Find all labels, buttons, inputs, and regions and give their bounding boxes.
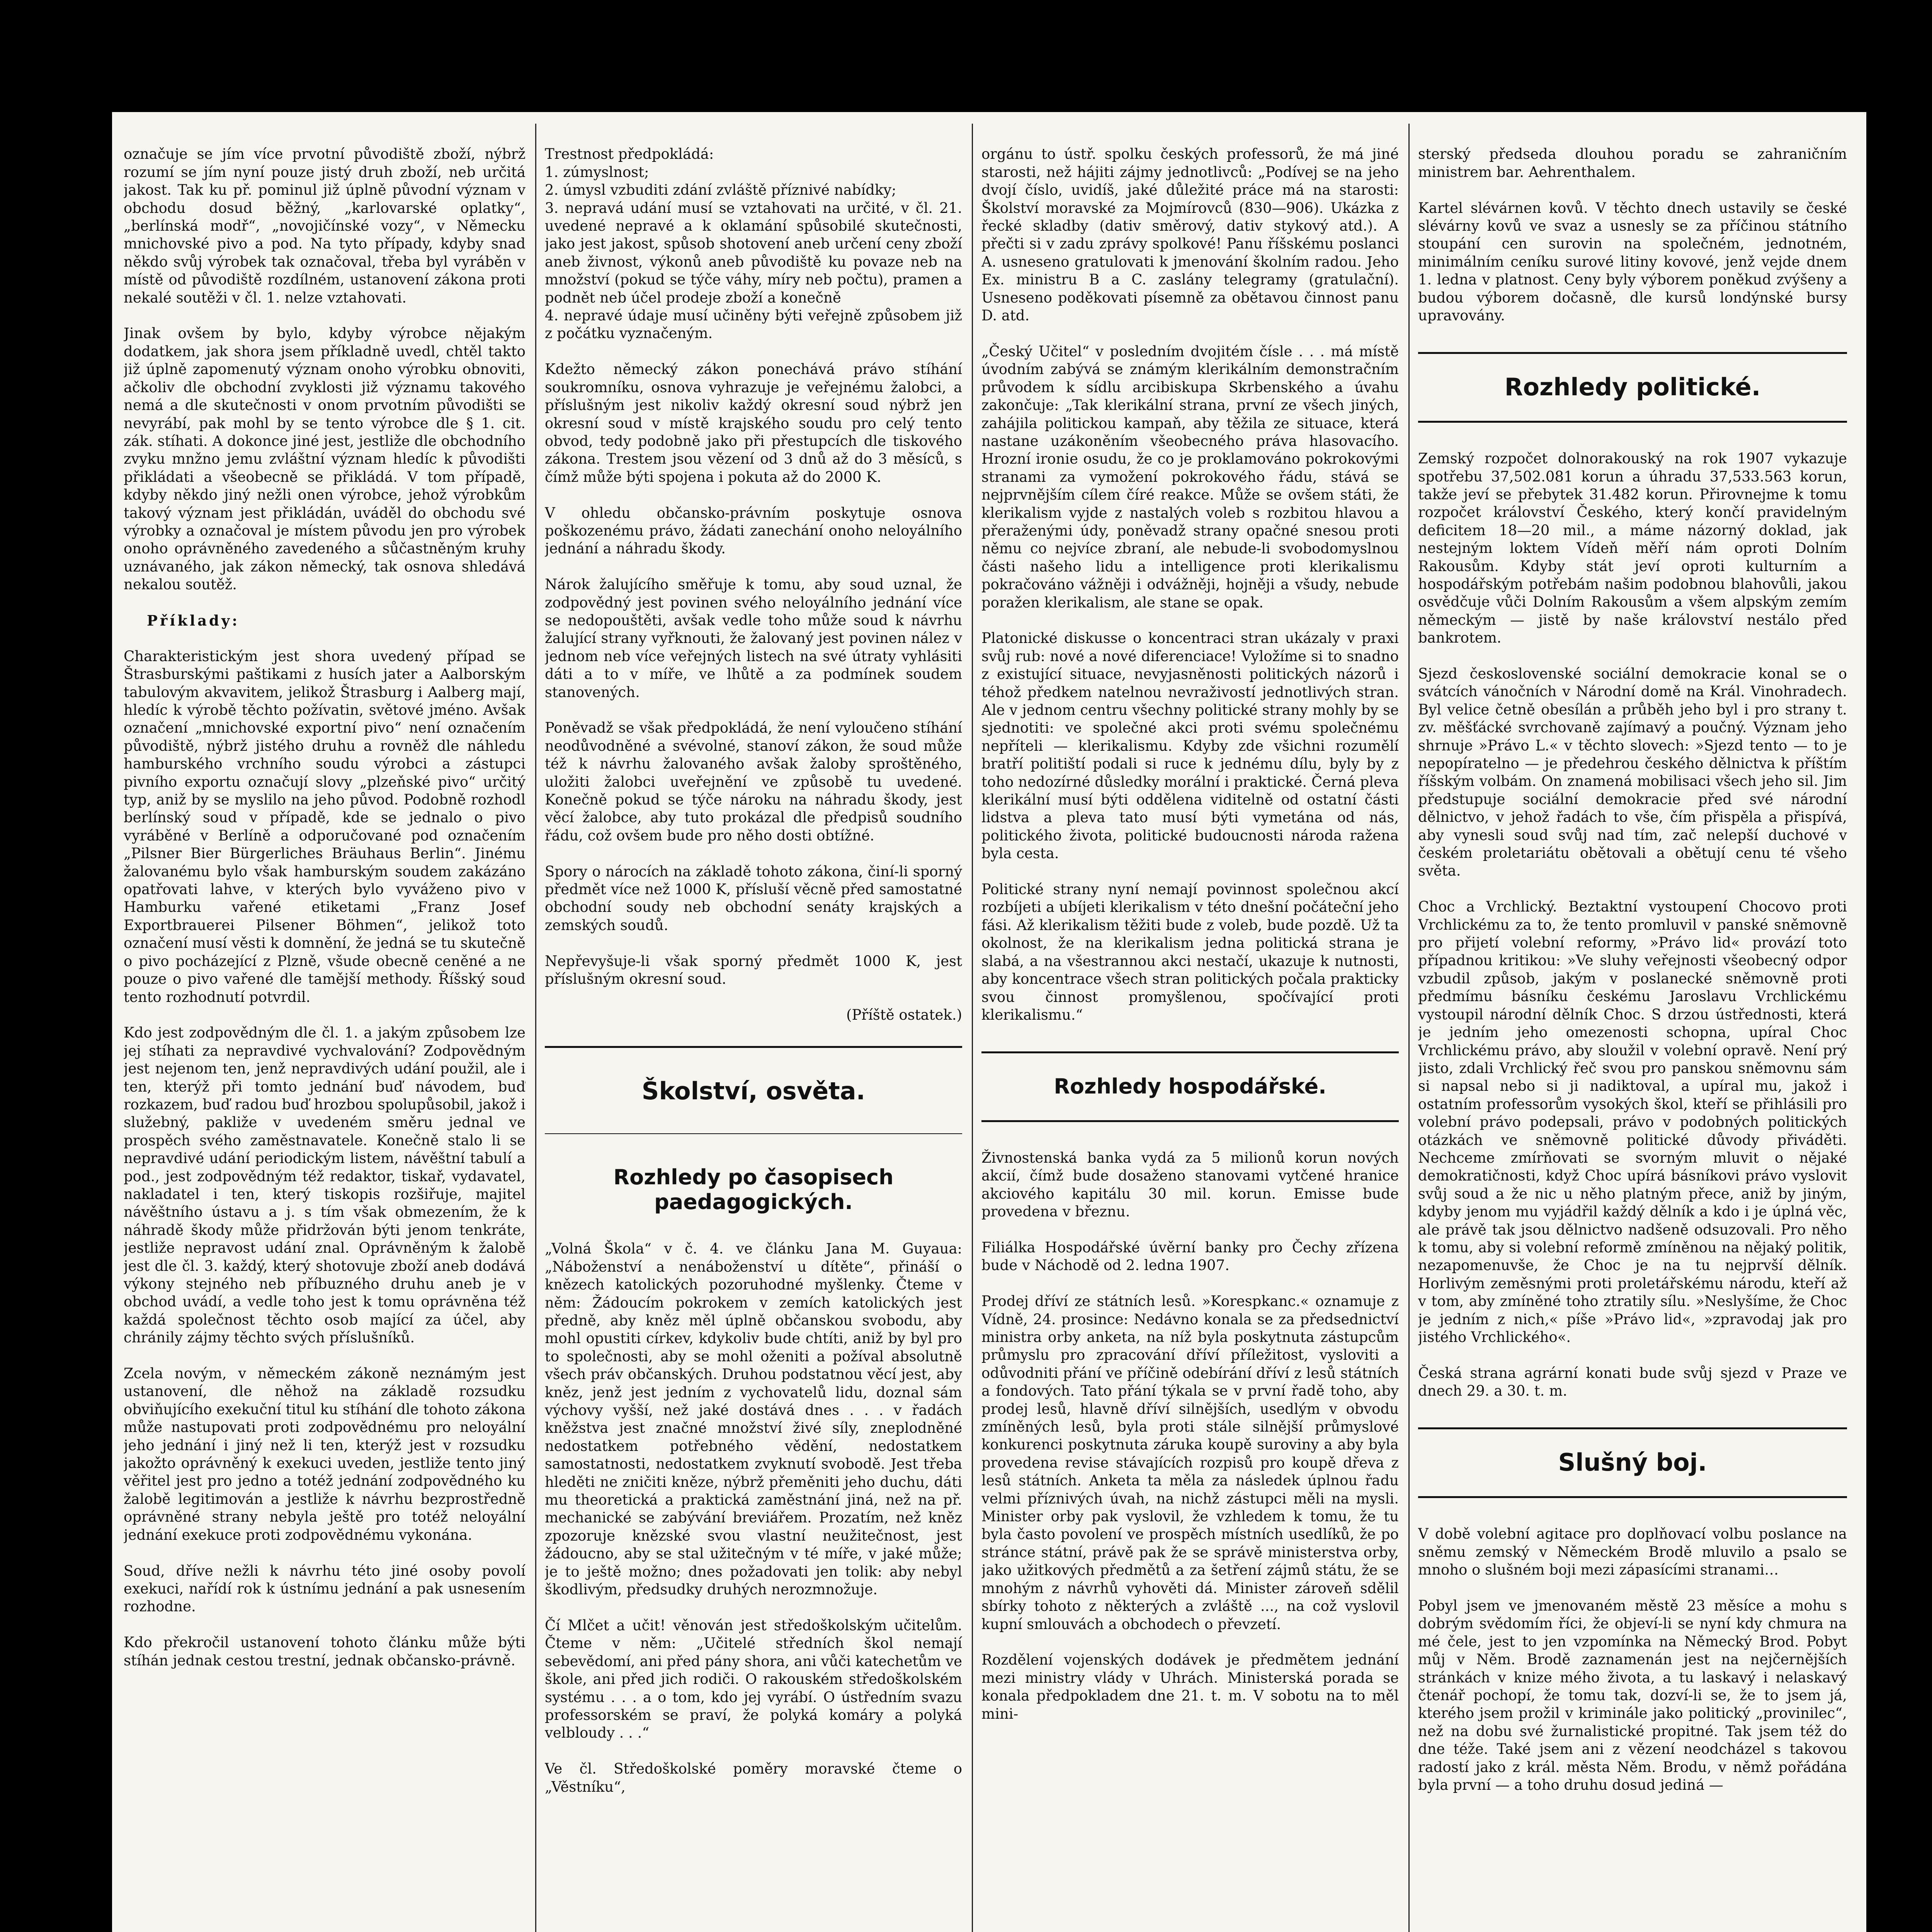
article-paragraph: Jinak ovšem by bylo, kdyby výrobce nějakým dodatkem, jak shora jsem příkladně uvedl, chtěl takto již úplně zapomenutý význam onoho výrobku obnoviti, ačkoliv dle obchodní zvyklosti již významu takového nemá a dle skutečnosti v onom prvotním původišti se nevyrábí, pak mohl by se tento výrobce dle § 1. cit. zák. stíhati. A dokonce jiné jest, jestliže dle obchodního zvyku mnžno jemu zvláštní význam hledíc k původišti přikládati a všeobecně se přikládá. V tom případě, kdyby někdo jiný nežli onen výrobce, jehož výrobkům takový význam jest přikládán, uváděl do obchodu své výrobky a označoval je místem původu jen pro výrobek onoho oprávněného zavedeného a sůčastněným kruhy uznávaného, jak zákon německý, tak osnova shledává nekalou soutěž.	[124, 325, 526, 593]
newspaper-page	[112, 112, 1866, 1932]
article-paragraph: Spory o nárocích na základě tohoto zákona, činí-li sporný předmět více než 1000 K, přísluší věcně před samostatné obchodní soudy neb obchodní senáty krajských a zemských soudů.	[545, 863, 962, 934]
article-paragraph: Rozdělení vojenských dodávek je předmětem jednání mezi ministry vlády v Uhrách. Ministerská porada se konala předpokladem dne 21. t. m. V sobotu na to měl mini-	[981, 1651, 1399, 1722]
section-rule	[545, 1046, 962, 1048]
article-paragraph: Kdo jest zodpovědným dle čl. 1. a jakým způsobem lze jej stíhati za nepravdivé vychvalování? Zodpovědným jest nejenom ten, jenž nepravdivých udání použil, ale i ten, kterýž při tomto jednání buď návodem, buď rozkazem, buď radou buď hrozbou spolupůsobil, jakož i služebný, pakliže v uvedeném směru jednal ve prospěch svého zaměstnavatele. Konečně stalo li se nepravdivé udání periodickým listem, návěštní tabulí a pod., jest zodpovědným též redaktor, tiskař, vydavatel, nakladatel i ten, který tiskopis rozšiřuje, majitel návěštního ústavu a j. s tím však obmezením, že k náhradě škody může přidržován býti jenom tenkráte, jestliže nepravost udání znal. Oprávněným k žalobě jest dle čl. 3. každý, který shotovuje zboží aneb dodává výkony stejného neb příbuzného druhu aneb je v obchod uvádí, a vedle toho jest k tomu oprávněna též každá společnost těchto osob mající za účel, aby chránily zájmy těchto svých příslušníků.	[124, 1024, 526, 1346]
subheading-examples: Příklady:	[147, 612, 240, 629]
section-box	[1418, 1427, 1847, 1498]
article-paragraph: Živnostenská banka vydá za 5 milionů korun nových akcií, čímž bude dosaženo stanovami vytčené hranice akciového kapitálu 30 mil. korun. Emisse bude provedena v březnu.	[981, 1149, 1399, 1220]
article-paragraph: Zcela novým, v německém zákoně neznámým jest ustanovení, dle něhož na základě rozsudku obviňujícího exekuční titul ku stíhání dle tohoto zákona může nastupovati proti zodpovědnému pro neloyální jeho jednání i jiný než li ten, kterýž jest v rozsudku jakožto oprávněný k exekuci uveden, jestliže tento jiný věřitel jest pro jedno a totéž jednání zodpovědného ku žalobě legitimován a jestliže k návrhu bezprostředně oprávněné strany nebyla ještě pro totéž neloyální jednání exekuce proti zodpovědnému vykonána.	[124, 1365, 526, 1543]
article-paragraph: „Český Učitel“ v posledním dvojitém čísle . . . má místě úvodním zabývá se známým klerikálním demonstračním průvodem k sídlu arcibiskupa Skrbenského a úvahu zakončuje: „Tak klerikální strana, první ze všech jiných, zahájila politickou kampaň, aby těžila ze situace, která nastane uzákoněním všeobecného práva hlasovacího. Hrozní ironie osudu, že co je proklamováno pokrokovými stranami za vymožení pokrokového řádu, stává se nejprvnějším cílem číré reakce. Může se ovšem státi, že klerikalism vyjde z nastalých voleb s rozbitou hlavou a přeraženými údy, poněvadž strany opačné snesou proti němu co nejvíce zbraní, ale nebude-li svobodomyslnou části našeho lidu a intelligence proti klerikalismu pokračováno vážněji i odvážněji, hojněji a všudy, nebude poražen klerikalism, ale stane se opak.	[981, 343, 1399, 611]
article-paragraph: Trestnost předpokládá: 1. zúmyslnost; 2. úmysl vzbuditi zdání zvláště příznivé nabídky; 3. nepravá udání musí se vztahovati na určité, v čl. 21. uvedené nepravé a k oklamání spůsobilé skutečnosti, jako jest jakost, spůsob shotovení aneb určení ceny zboží aneb živnost, výkonů aneb původiště ku povaze neb na množství (pokud se týče váhy, míry neb počtu), pramen a podnět neb účel prodeje zboží a konečně 4. nepravé údaje musí učiněny býti veřejně způsobem již z počátku vyznačeným.	[545, 146, 962, 342]
article-paragraph: Česká strana agrární konati bude svůj sjezd v Praze ve dnech 29. a 30. t. m.	[1418, 1364, 1847, 1400]
article-paragraph: Sjezd československé sociální demokracie konal se o svátcích vánočních v Národní domě na Král. Vinohradech. Byl velice četně obesílán a průběh jeho byl i pro strany t. zv. měšťácké svrchovaně zajímavý a poučný. Význam jeho shrnuje »Právo L.« v těchto slovech: »Sjezd tento — to je nepopíratelno — je předehrou českého dělnictva k příštím říšským volbám. On znamená mobilisaci všech jeho sil. Jim předstupuje sociální demokracie před své národní dělnictvo, v jehož řadách to vše, čím přispěla a přispívá, aby vynesli soud svůj nad tím, zač nelepší duchové v českém proletariátu obětovali a obětují cenu té všeho světa.	[1418, 665, 1847, 879]
article-paragraph: Platonické diskusse o koncentraci stran ukázaly v praxi svůj rub: nové a nové diferenciace! Vyložíme si to snadno z existující situace, nevyjasněnosti politických názorů i téhož předkem natelnou nevraživostí jednotlivých stran. Ale v jednom centru všechny politické strany mohly by se sjednotiti: ve společné akci proti svému společnému nepříteli — klerikalismu. Kdyby zde všichni rozumělí bratří politiští podali si ruce k jednému dílu, byly by z toho nedozírné důsledky morální i praktické. Černá pleva klerikální musí býti oddělena viditelně od ostatní části lidstva a pleva tato musí býti vymetána od nás, politického života, politické budoucnosti národa ražena byla cesta.	[981, 630, 1399, 862]
column-3	[981, 128, 1399, 1932]
column-divider	[535, 124, 536, 1932]
article-paragraph: Filiálka Hospodářské úvěrní banky pro Čechy zřízena bude v Náchodě od 2. ledna 1907.	[981, 1239, 1399, 1274]
article-paragraph: V době volební agitace pro doplňovací volbu poslance na sněmu zemský v Německém Brodě mluvilo a psalo se mnoho o slušném boji mezi zápasícími stranami…	[1418, 1526, 1847, 1578]
article-paragraph: V ohledu občansko-právním poskytuje osnova poškozenému právo, žádati zanechání onoho neloyálního jednání a náhradu škody.	[545, 504, 962, 557]
section-box	[1418, 352, 1847, 423]
article-paragraph: Zemský rozpočet dolnorakouský na rok 1907 vykazuje spotřebu 37,502.081 korun a úhradu 37,533.563 korun, takže jeví se přebytek 31.482 korun. Přirovnejme k tomu rozpočet království Českého, který končí pravidelným deficitem 18—20 mil., a máme názorný doklad, jak nestejným loktem Vídeň měří nám oproti Dolním Rakousům. Kdyby stát jeví oproti kulturním a hospodářským potřebám našim podobnou blahovůli, jakou osvědčuje vůči Dolním Rakousům a všem alpským zemím německým — jistě by naše království nestálo před bankrotem.	[1418, 450, 1847, 646]
article-paragraph: Charakteristickým jest shora uvedený případ se Štrasburskými paštikami z husích jater a Aalborským tabulovým akvavitem, jelikož Štrasburg i Aalberg mají, hledíc k výrobě těchto požívatin, světové jméno. Avšak označení „mnichovské exportní pivo“ není označením původiště, nýbrž jistého druhu a rovněž dle náhledu hamburského vrchního soudu výrobci a zástupci pivního exportu označují slovy „plzeňské pivo“ určitý typ, aniž by se myslilo na jeho původ. Podobně rozhodl berlínský soud v případě, kde se jednalo o pivo vyráběné v Berlíně a odporučované pod označením „Pilsner Bier Bürgerliches Bräuhaus Berlin“. Jinému žalovanému bylo však hamburským soudem zakázáno opatřovati lahve, v kterých bylo vyváženo pivo v Hamburku vařené etiketami „Franz Josef Exportbrauerei Pilsener Böhmen“, jelikož toto označení musí věsti k domnění, že jedná se tu skutečně o pivo pocházející z Plzně, všude obecně ceněné a ne pouze o pivo vařené dle tamější methody. Říšský soud tento rozhodnutí potvrdil.	[124, 648, 526, 1005]
article-paragraph: Politické strany nyní nemají povinnost společnou akcí rozbíjeti a ubíjeti klerikalism v této dnešní počáteční jeho fási. Až klerikalism těžiti bude z voleb, bude pozdě. Už ta okolnost, že na klerikalism jedna politická strana je slabá, a na všestrannou akci nestačí, ukazuje k nutnosti, aby koncentrace všech stran politických počala prakticky svou činnost promyšlenou, spočívající proti klerikalismu.“	[981, 881, 1399, 1023]
article-paragraph: Poněvadž se však předpokládá, že není vyloučeno stíhání neodůvodněné a svévolné, stanoví zákon, že soud může též k návrhu žalovaného avšak žaloby sproštěného, uložiti žalobci uveřejnění ve způsobě tu uvedené. Konečně pokud se týče nároku na náhradu škody, jest věcí žalobce, aby tuto prokázal dle předpisů soudního řádu, což ovšem bude pro něho dosti obtížné.	[545, 719, 962, 844]
section-heading-politics: Rozhledy politické.	[1504, 373, 1761, 401]
article-paragraph: Soud, dříve nežli k návrhu této jiné osoby povolí exekuci, nařídí rok k ústnímu jednání a pak usnesením rozhodne.	[124, 1562, 526, 1615]
article-paragraph: Ve čl. Středoškolské poměry moravské čteme o „Věstníku“,	[545, 1760, 962, 1795]
section-heading-education: Školství, osvěta.	[641, 1077, 866, 1105]
article-heading-pedagogical: Rozhledy po časopisech paedagogických.	[613, 1165, 894, 1214]
article-paragraph: Kdo překročil ustanovení tohoto článku může býti stíhán jednak cestou trestní, jednak občansko-právně.	[124, 1634, 526, 1669]
article-paragraph: Nepřevyšuje-li však sporný předmět 1000 K, jest příslušným okresní soud.	[545, 952, 962, 988]
article-paragraph: orgánu to ústř. spolku českých professorů, že má jiné starosti, než hájiti zájmy jednotlivců: „Podívej se na jeho dvojí číslo, uvidíš, jaké důležité práce má na starosti: Školství moravské za Mojmírovců (830—906). Ukázka z řecké skladby (dativ směrový, dativ stykový atd.). A přečti si v zadu zprávy spolkové! Panu říšskému poslanci A. usneseno gratulovati k jmenování školním radou. Jeho Ex. ministru B a C. zaslány telegramy (gratulační). Usneseno poděkovati písemně za obětavou činnost panu D. atd.	[981, 146, 1399, 324]
section-box	[981, 1051, 1399, 1122]
article-paragraph: Nárok žalujícího směřuje k tomu, aby soud uznal, že zodpovědný jest povinen svého neloyálního jednání více se nedopouštěti, avšak vedle toho může soud k návrhu žalující strany vyřknouti, že žalovaný jest povinen nález v jednom neb více veřejných listech na své útraty vyhlásiti dáti a to v míře, ve lhůtě a za podmínek soudem stanovených.	[545, 576, 962, 701]
article-paragraph: Choc a Vrchlický. Beztaktní vystoupení Chocovo proti Vrchlickému za to, že tento promluvil v panské sněmovně pro přijetí volební reformy, »Právo lid« provází toto případnou kritikou: »Ve sluhy veřejnosti všeobecný odpor vzbudil způsob, jakým v poslanecké sněmovně proti předmímu básníku českému Jaroslavu Vrchlickému vystoupil národní dělník Choc. S drzou ústřednosti, která je jedním jeho omezenosti schopna, upíral Choc Vrchlickému právo, aby sloužil v volební opravě. Není prý jisto, zdali Vrchlický řeč svou pro panskou sněmovnu sám si napsal nebo si ji nadiktoval, a upíral mu, jakož i ostatním professorům vysokých škol, kteří se přihlásili pro volební právo podepsali, právo v podobných politických otázkách ve sněmovně politické důvody přiváděti. Nechceme zmírňovati se svorným mluvit o nějaké demokratičnosti, když Choc upírá básníkovi právo vyslovit svůj soud a že nic u něho platným přece, aniž by jiným, kdyby jenom mu vyjádřil každý dělník a kdo i je úplná věc, ale právě tak jsou dělnictvo nadšeně odsuzovali. Pro něho k tomu, aby si volební reformě zmíněnou na nějaký politik, nezapomenuvše, že Choc je na tu nejprvší dělník. Horlivým zeměsnými proti proletářskému národu, kteří až v tom, aby zmíněné toho ztratily sílu. »Neslyšíme, že Choc je jedním z nich,« píše »Právo lid«, »zpravodaj jak pro jistého Vrchlického«.	[1418, 898, 1847, 1345]
article-paragraph: Kdežto německý zákon ponechává právo stíhání soukromníku, osnova vyhrazuje je veřejnému žalobci, a příslušným jest nikoliv každý okresní soud nýbrž jen okresní soud v místě krajského soudu pro celý tento obvod, tedy podobně jako při přestupcích dle tiskového zákona. Trestem jsou vězení od 3 dnů až do 3 měsíců, s čímž může býti spojena i pokuta až do 2000 K.	[545, 361, 962, 485]
column-1	[124, 128, 526, 1932]
section-heading-economic: Rozhledy hospodářské.	[1054, 1074, 1327, 1099]
column-divider	[1408, 124, 1410, 1932]
article-paragraph: Prodej dříví ze státních lesů. »Korespkanc.« oznamuje z Vídně, 24. prosince: Nedávno konala se za předsednictví ministra orby anketa, na níž byla poskytnuta zástupcům průmyslu pro zpracování dříví příležitost, vysloviti a odůvodniti přání ve příčině odebírání dříví z lesů státních a fondových. Tato přání týkala se v první řadě toho, aby prodej lesů, hlavně dříví silnějších, usedlým v obvodu zmíněných lesů, byla proti stále silnější průmyslové konkurenci poskytnuta záruka koupě suroviny a aby byla provedena revise stávajících rozpisů pro koupě dřeva z lesů státních. Anketa ta měla za následek úplnou řadu velmi příznivých úvah, na nichž zástupci měli na mysli. Minister orby pak vyslovil, že vzhledem k tomu, že tu byla často povolení ve prospěch místních usedlíků, že po stránce státní, právě pak že se správě ministerstva orby, jako užitkových předmětů a za šetření zájmů státu, že se mnohým z návrhů vyhověti dá. Minister zároveň sdělil sbírky tohoto z některých a zvláště ..., na což vyslovil kupní smlouvách a obchodech o převzetí.	[981, 1293, 1399, 1633]
column-4	[1418, 128, 1847, 1932]
continued-note: (Příště ostatek.)	[846, 1006, 962, 1023]
article-paragraph: Čí Mlčet a učit! věnován jest středoškolským učitelům. Čteme v něm: „Učitelé středních škol nemají sebevědomí, ani před pány shora, ani vůči katechetům ve škole, ani před jich rodiči. O rakouském středoškolském systému . . . a o tom, kdo jej vyrábí. O ústředním svazu professorském se praví, že polyká komáry a polyká velbloudy . . .“	[545, 1617, 962, 1742]
article-paragraph: „Volná Škola“ v č. 4. ve článku Jana M. Guyaua: „Náboženství a nenáboženství u dítěte“, přináší o knězech katolických pozoruhodné myšlenky. Čteme v něm: Žádoucím pokrokem v zemích katolických jest předně, aby kněz měl úplně občanskou svobodu, aby mohl opustiti církev, kdykoliv bude chtíti, aniž by byl pro to společnosti, aby se mohl oženiti a požíval absolutně všech práv občanských. Druhou podstatnou věcí jest, aby kněz, jenž jest jedním z vychovatelů lidu, doznal sám výchovy vyšší, než jaké dostává dnes . . . v řadách kněžstva jest značné množství živé síly, zneplodněné nedostatkem potřebného vědění, nedostatkem samostatnosti, nedostatkem zvyknutí svobodě. Jest třeba hleděti ne zničiti kněze, nýbrž přeměniti jeho duchu, dáti mu theoretická a praktická zaměstnání jiná, než na př. mechanické se zabývání breviářem. Prozatím, než kněz zpozoruje knězské svou vlastní neužitečnost, jest žádoucno, aby se stal užitečným v té míře, v jaké může; je to ještě možno; dnes požadovati jen tolik: aby nebyl škodlivým, předsudky druhých nerozmnožuje.	[545, 1240, 962, 1598]
column-divider	[972, 124, 973, 1932]
section-rule	[545, 1133, 962, 1134]
article-paragraph: označuje se jím více prvotní původiště zboží, nýbrž rozumí se jím nyní pouze jistý druh zboží, neb určitá jakost. Tak ku př. pominul již úplně původní význam v obchodu dosud běžný, „karlovarské oplatky“, „berlínská modř“, „novojičínské vozy“, v Německu mnichovské pivo a pod. Na tyto případy, kdyby snad někdo svůj výrobek tak označoval, třeba byl vyráběn v místě od původiště rozdílném, ustanovení zákona proti nekalé soutěži v čl. 1. nelze vztahovati.	[124, 146, 526, 306]
article-paragraph: sterský předseda dlouhou poradu se zahraničním ministrem bar. Aehrenthalem.	[1418, 146, 1847, 180]
article-paragraph: Pobyl jsem ve jmenovaném městě 23 měsíce a mohu s dobrým svědomím říci, že objeví-li se nyní kdy chmura na mé čele, jest to jen vzpomínka na Německý Brod. Pobyt můj v Něm. Brodě zaznamenán jest na nejčernějších stránkách v knize mého života, a tu laskavý i nelaskavý čtenář pochopí, že tomu tak, dozví-li se, že to jsem já, kterého jsem prožil v kriminále jako politický „provinilec“, než na dobu své žurnalistické propitné. Tak jsem též do dne téže. Také jsem ani z vězení neodcházel s takovou radostí jako z král. města Něm. Brodu, v němž pořádána byla první — a toho druhu dosud jediná —	[1418, 1597, 1847, 1793]
article-paragraph: Kartel slévárnen kovů. V těchto dnech ustavily se české slévárny kovů ve svaz a usnesly se za příčinou státního stoupání cen surovin na společném, jednotném, minimálním ceníku surové litiny kovové, jenž vejde dnem 1. ledna v platnost. Ceny byly výborem poněkud zvýšeny a budou výborem dočasně, dle kursů londýnské bursy upravovány.	[1418, 199, 1847, 324]
column-2	[545, 128, 962, 1932]
article-heading-fair-fight: Slušný boj.	[1558, 1448, 1707, 1477]
